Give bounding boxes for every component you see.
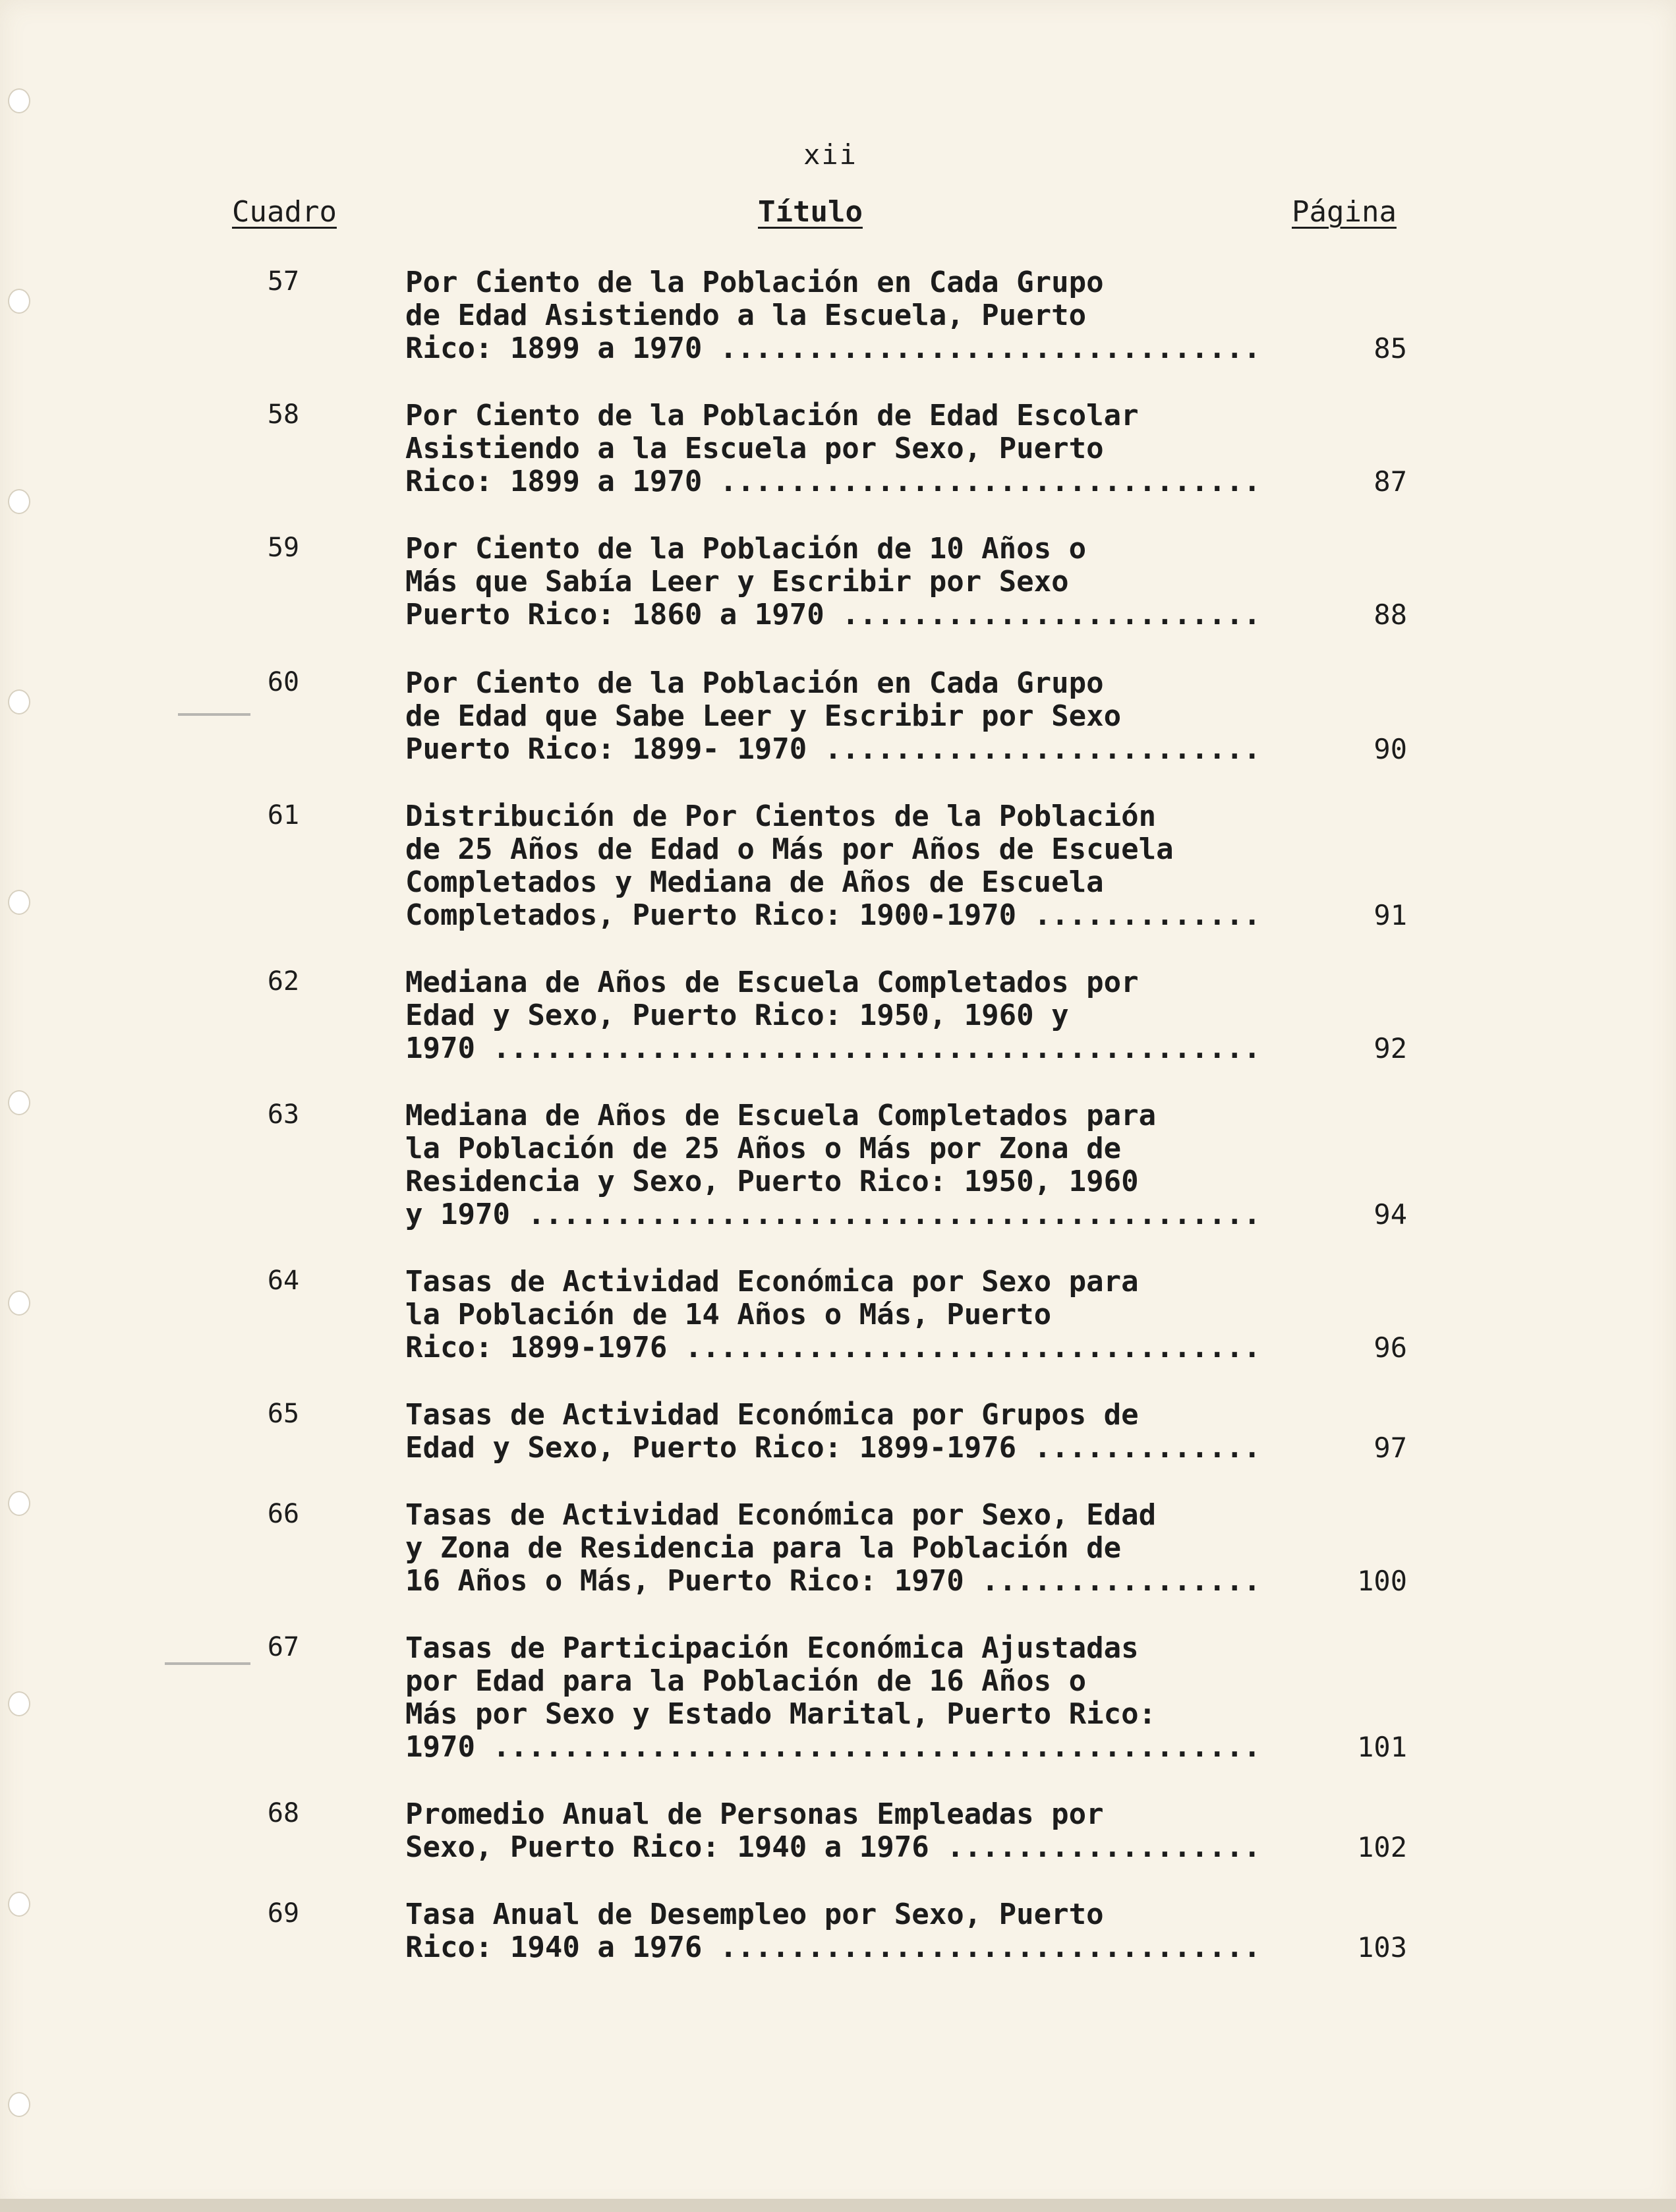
entry-title [405, 533, 1275, 631]
title-line: Por Ciento de la Población en Cada Grupo [405, 266, 1104, 299]
header-titulo: Título [758, 195, 863, 229]
page-ref: 88 [1373, 598, 1407, 631]
entry-title [405, 399, 1275, 498]
page-bottom-edge [0, 2199, 1676, 2212]
title-line: Rico: 1940 a 1976 ..... [405, 1931, 1256, 1964]
page-ref: 102 [1357, 1831, 1407, 1863]
title-line: Sexo, Puerto Rico: 1940 a 1976 ..... [405, 1831, 1256, 1864]
title-line: y Zona de Residencia para la Población de [405, 1531, 1122, 1565]
page-ref: 103 [1357, 1931, 1407, 1964]
binder-hole [8, 1491, 30, 1516]
title-line: Más por Sexo y Estado Marital, Puerto Rico: [405, 1697, 1157, 1731]
title-line: Por Ciento de la Población en Cada Grupo [405, 666, 1104, 700]
title-line: Completados, Puerto Rico: 1900-1970 ..... [405, 899, 1256, 932]
page-ref: 96 [1373, 1331, 1407, 1364]
page-ref: 101 [1357, 1731, 1407, 1763]
title-line: 1970 ..... [405, 1032, 1256, 1065]
scan-smudge [178, 713, 250, 716]
header-cuadro: Cuadro [232, 195, 337, 229]
title-line: Puerto Rico: 1899- 1970 ..... [405, 733, 1256, 766]
entry-title [405, 1266, 1275, 1364]
cuadro-number: 64 [267, 1266, 300, 1296]
binder-hole [8, 289, 30, 314]
title-line: Asistiendo a la Escuela por Sexo, Puerto [405, 432, 1104, 465]
title-line: por Edad para la Población de 16 Años o [405, 1664, 1087, 1698]
cuadro-number: 59 [267, 533, 300, 563]
entry-title [405, 667, 1275, 766]
entry-title [405, 800, 1275, 932]
cuadro-number: 62 [267, 966, 300, 997]
page-ref: 97 [1373, 1432, 1407, 1464]
page-ref: 90 [1373, 733, 1407, 765]
title-line: Más que Sabía Leer y Escribir por Sexo [405, 565, 1069, 598]
binder-hole [8, 1892, 30, 1917]
title-line: Distribución de Por Cientos de la Población [405, 800, 1157, 833]
title-line: de 25 Años de Edad o Más por Años de Escuela [405, 832, 1174, 866]
page-ref: 85 [1373, 332, 1407, 364]
entry-title [405, 1399, 1275, 1465]
title-line: la Población de 14 Años o Más, Puerto [405, 1298, 1052, 1331]
title-line: de Edad que Sabe Leer y Escribir por Sexo [405, 699, 1122, 733]
binder-hole [8, 1291, 30, 1316]
page-ref: 87 [1373, 465, 1407, 498]
title-line: Edad y Sexo, Puerto Rico: 1950, 1960 y [405, 999, 1069, 1032]
cuadro-number: 65 [267, 1399, 300, 1429]
entry-title [405, 266, 1275, 365]
title-line: Tasas de Participación Económica Ajustadas [405, 1631, 1139, 1665]
title-line: Por Ciento de la Población de Edad Escolar [405, 399, 1139, 432]
page-number: xii [803, 138, 857, 171]
cuadro-number: 67 [267, 1632, 300, 1662]
entry-title [405, 1632, 1275, 1764]
entry-title [405, 1099, 1275, 1231]
title-line: la Población de 25 Años o Más por Zona de [405, 1132, 1122, 1165]
title-line: Mediana de Años de Escuela Completados por [405, 966, 1139, 999]
entry-title [405, 1499, 1275, 1598]
cuadro-number: 63 [267, 1099, 300, 1130]
title-line: Promedio Anual de Personas Empleadas por [405, 1797, 1104, 1831]
title-line: 16 Años o Más, Puerto Rico: 1970 ..... [405, 1565, 1256, 1598]
header-pagina: Página [1292, 195, 1397, 229]
title-line: Rico: 1899 a 1970 ..... [405, 465, 1256, 498]
title-line: Puerto Rico: 1860 a 1970 ..... [405, 598, 1256, 631]
title-line: Residencia y Sexo, Puerto Rico: 1950, 1960 [405, 1165, 1139, 1198]
page-ref: 91 [1373, 899, 1407, 931]
page-ref: 94 [1373, 1198, 1407, 1231]
title-line: 1970 ..... [405, 1731, 1256, 1764]
page-ref: 100 [1357, 1565, 1407, 1597]
binder-hole [8, 1691, 30, 1716]
entry-title [405, 1798, 1275, 1864]
entry-title [405, 1898, 1275, 1964]
title-line: Tasa Anual de Desempleo por Sexo, Puerto [405, 1898, 1104, 1931]
title-line: Por Ciento de la Población de 10 Años o [405, 532, 1087, 566]
binder-hole [8, 489, 30, 514]
entry-title [405, 966, 1275, 1065]
title-line: y 1970 ..... [405, 1198, 1256, 1231]
title-line: Completados y Mediana de Años de Escuela [405, 865, 1104, 899]
scan-smudge [165, 1662, 250, 1665]
title-line: Edad y Sexo, Puerto Rico: 1899-1976 ..... [405, 1432, 1256, 1465]
title-line: Mediana de Años de Escuela Completados para [405, 1099, 1157, 1132]
title-line: Rico: 1899-1976 ..... [405, 1331, 1256, 1364]
title-line: Tasas de Actividad Económica por Sexo, Edad [405, 1498, 1157, 1532]
cuadro-number: 57 [267, 266, 300, 297]
binder-hole [8, 890, 30, 915]
binder-hole [8, 2092, 30, 2117]
title-line: Tasas de Actividad Económica por Sexo para [405, 1265, 1139, 1298]
cuadro-number: 66 [267, 1499, 300, 1529]
cuadro-number: 58 [267, 399, 300, 430]
cuadro-number: 69 [267, 1898, 300, 1929]
page-ref: 92 [1373, 1032, 1407, 1064]
title-line: Tasas de Actividad Económica por Grupos de [405, 1398, 1139, 1432]
binder-hole [8, 689, 30, 714]
title-line: de Edad Asistiendo a la Escuela, Puerto [405, 299, 1087, 332]
title-line: Rico: 1899 a 1970 ..... [405, 332, 1256, 365]
cuadro-number: 68 [267, 1798, 300, 1828]
binder-hole [8, 88, 30, 113]
binder-hole [8, 1090, 30, 1115]
cuadro-number: 61 [267, 800, 300, 830]
cuadro-number: 60 [267, 667, 300, 697]
